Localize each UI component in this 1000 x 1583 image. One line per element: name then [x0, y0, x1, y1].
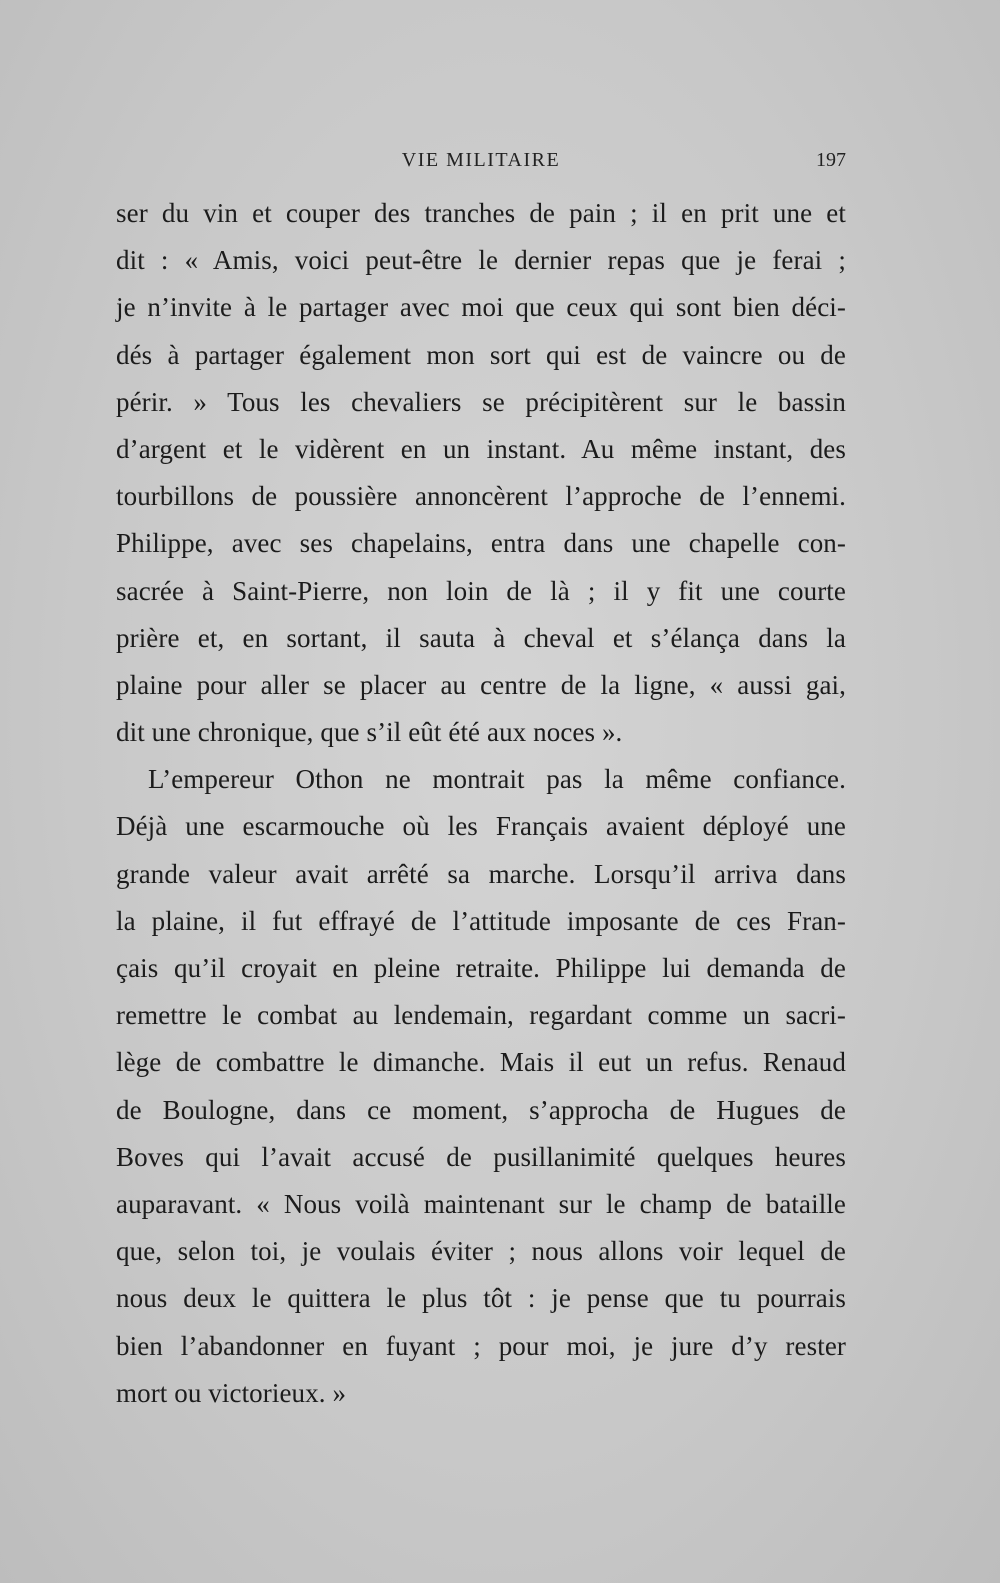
text-line: de Boulogne, dans ce moment, s’approcha de Hugues de: [116, 1094, 846, 1125]
text-line: je n’invite à le partager avec moi que ceux qui sont bien déci-: [116, 292, 846, 323]
text-line: Philippe, avec ses chapelains, entra dans une chapelle con-: [116, 528, 846, 559]
text-line: périr. » Tous les chevaliers se précipitèrent sur le bassin: [116, 386, 846, 417]
text-line: mort ou victorieux. »: [116, 1377, 347, 1408]
text-line: Déjà une escarmouche où les Français avaient déployé une: [116, 811, 846, 842]
text-line: lège de combattre le dimanche. Mais il eut un refus. Renaud: [116, 1047, 846, 1078]
text-line: remettre le combat au lendemain, regardant comme un sacri-: [116, 1000, 846, 1031]
text-line: que, selon toi, je voulais éviter ; nous allons voir lequel de: [116, 1236, 846, 1267]
text-line: nous deux le quittera le plus tôt : je pense que tu pourrais: [116, 1283, 846, 1314]
text-line: ser du vin et couper des tranches de pain ; il en prit une et: [116, 198, 846, 228]
text-line: auparavant. « Nous voilà maintenant sur le champ de bataille: [116, 1188, 846, 1219]
text-line: dit une chronique, que s’il eût été aux noces ».: [116, 717, 623, 748]
text-line: çais qu’il croyait en pleine retraite. Philippe lui demanda de: [116, 953, 846, 983]
text-line: prière et, en sortant, il sauta à cheval et s’élança dans la: [116, 622, 846, 653]
text-line: la plaine, il fut effrayé de l’attitude imposante de ces Fran-: [116, 905, 846, 936]
text-line: d’argent et le vidèrent en un instant. Au même instant, des: [116, 433, 846, 464]
body-text: [116, 190, 846, 1417]
text-line: grande valeur avait arrêté sa marche. Lorsqu’il arriva dans: [116, 858, 846, 889]
page-number: 197: [816, 149, 846, 171]
text-line: L’empereur Othon ne montrait pas la même confiance.: [148, 764, 846, 795]
text-line: dit : « Amis, voici peut-être le dernier repas que je ferai ;: [116, 245, 846, 276]
running-title: VIE MILITAIRE: [401, 149, 561, 171]
text-line: plaine pour aller se placer au centre de la ligne, « aussi gai,: [116, 669, 846, 700]
text-line: sacrée à Saint-Pierre, non loin de là ; il y fit une courte: [116, 575, 846, 606]
text-line: Boves qui l’avait accusé de pusillanimité quelques heures: [116, 1141, 846, 1172]
text-line: tourbillons de poussière annoncèrent l’approche de l’ennemi.: [116, 481, 846, 512]
running-head: [116, 144, 846, 176]
text-line: bien l’abandonner en fuyant ; pour moi, je jure d’y rester: [116, 1330, 846, 1361]
text-line: dés à partager également mon sort qui est de vaincre ou de: [116, 339, 846, 370]
